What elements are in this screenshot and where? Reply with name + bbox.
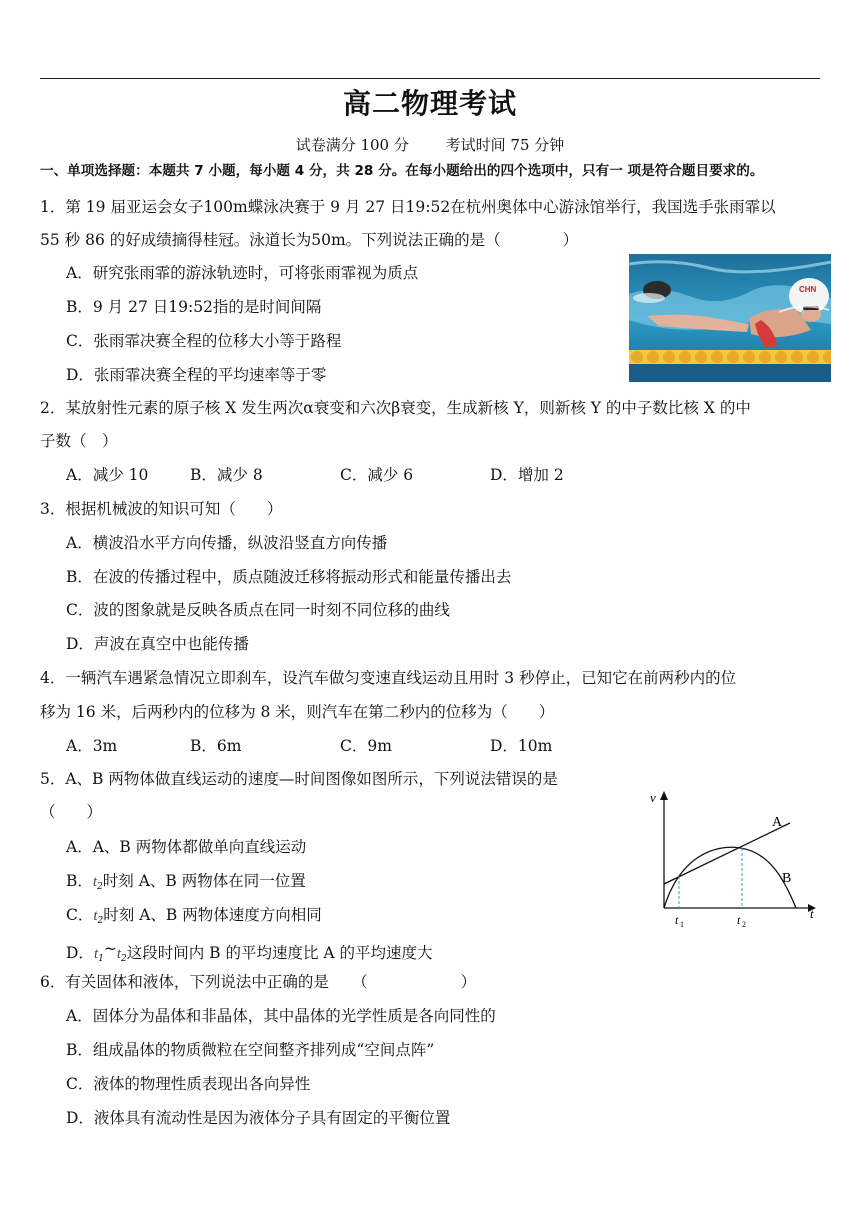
label-a: A <box>772 815 783 830</box>
q6-option-c: C．液体的物理性质表现出各向异性 <box>66 1075 311 1093</box>
q6-stem: 6．有关固体和液体，下列说法中正确的是 （ ） <box>40 973 477 991</box>
q4-option-d: D．10m <box>490 737 553 755</box>
q1-stem-1: 1．第 19 届亚运会女子100m蝶泳决赛于 9 月 27 日19:52在杭州奥体中心游泳馆举行，我国选手张雨霏以 <box>40 198 776 216</box>
q5-d-t1: t <box>93 946 99 962</box>
q4-stem-1: 4．一辆汽车遇紧急情况立即刹车，设汽车做匀变速直线运动且用时 3 秒停止，已知它在前两秒内的位 <box>40 669 737 687</box>
q5-c-letter: C． <box>66 906 94 924</box>
section-heading: 一、单项选择题：本题共 7 小题，每小题 4 分，共 28 分。在每小题给出的四个选项中，只有一 项是符合题目要求的。 <box>40 163 764 179</box>
q2-stem-2: 子数（ ） <box>40 432 118 450</box>
q4-stem-2: 移为 16 米，后两秒内的位移为 8 米，则汽车在第二秒内的位移为（ ） <box>40 703 555 721</box>
q4-option-b: B．6m <box>190 737 242 755</box>
q5-c-text: 时刻 A、B 两物体速度方向相同 <box>103 906 322 924</box>
t2-label: t <box>737 913 741 927</box>
q5-b-t: t <box>92 874 98 890</box>
exam-time: 考试时间 75 分钟 <box>445 136 565 154</box>
top-rule <box>40 78 820 79</box>
q5-option-d <box>66 938 433 970</box>
q2-option-b: B．减少 8 <box>190 466 263 484</box>
q5-b-letter: B． <box>66 872 93 890</box>
t1-label: t <box>675 913 679 927</box>
t-axis-label: t <box>810 906 814 921</box>
q2-stem-1: 2．某放射性元素的原子核 X 发生两次α衰变和六次β衰变，生成新核 Y，则新核 Y 的中子数比核 X 的中 <box>40 399 751 417</box>
q5-d-t2: t <box>116 946 122 962</box>
q5-stem-1: 5．A、B 两物体做直线运动的速度—时间图像如图所示，下列说法错误的是 <box>40 770 558 788</box>
q5-b-text: 时刻 A、B 两物体在同一位置 <box>102 872 306 890</box>
q5-b-sub: 2 <box>97 882 103 892</box>
v-axis-arrow-icon <box>660 791 668 800</box>
t2-sub: 2 <box>742 920 746 929</box>
q6-option-a: A．固体分为晶体和非晶体，其中晶体的光学性质是各向同性的 <box>66 1007 496 1025</box>
q3-option-c: C．波的图象就是反映各质点在同一时刻不同位移的曲线 <box>66 601 450 619</box>
q5-d-tilde: ~ <box>103 940 117 958</box>
q2-option-d: D．增加 2 <box>490 466 564 484</box>
q3-stem: 3．根据机械波的知识可知（ ） <box>40 500 283 518</box>
q3-option-a: A．横波沿水平方向传播，纵波沿竖直方向传播 <box>66 534 388 552</box>
q3-option-b: B．在波的传播过程中，质点随波迁移将振动形式和能量传播出去 <box>66 568 512 586</box>
line-a <box>664 823 790 884</box>
q2-option-c: C．减少 6 <box>340 466 414 484</box>
q6-option-d: D．液体具有流动性是因为液体分子具有固定的平衡位置 <box>66 1109 451 1127</box>
q5-d-letter: D． <box>66 944 94 962</box>
v-axis-label: v <box>650 790 656 805</box>
q1-option-a: A．研究张雨霏的游泳轨迹时，可将张雨霏视为质点 <box>66 264 419 282</box>
exam-meta <box>0 134 860 155</box>
q5-c-sub: 2 <box>97 916 104 926</box>
q4-option-a: A．3m <box>66 737 118 755</box>
q3-option-d: D．声波在真空中也能传播 <box>66 635 249 653</box>
cap-text: CHN <box>799 285 817 294</box>
q5-d-text: 这段时间内 B 的平均速度比 A 的平均速度大 <box>126 944 433 962</box>
q1-option-d: D．张雨霏决赛全程的平均速率等于零 <box>66 366 327 384</box>
swimmer-photo <box>629 254 831 382</box>
full-score: 试卷满分 100 分 <box>295 136 409 154</box>
q4-option-c: C．9m <box>340 737 392 755</box>
q5-d-sub2: 2 <box>121 954 127 964</box>
label-b: B <box>782 871 792 886</box>
q5-option-b <box>66 870 306 898</box>
q5-option-a: A．A、B 两物体都做单向直线运动 <box>66 838 307 856</box>
vt-graph <box>640 786 820 936</box>
q1-option-c: C．张雨霏决赛全程的位移大小等于路程 <box>66 332 342 350</box>
t1-sub: 1 <box>680 920 684 929</box>
q1-option-b: B．9 月 27 日19:52指的是时间间隔 <box>66 298 322 316</box>
q5-option-c <box>66 904 322 932</box>
q5-d-sub1: 1 <box>98 954 104 964</box>
q6-option-b: B．组成晶体的物质微粒在空间整齐排列成“空间点阵” <box>66 1041 435 1059</box>
curve-b <box>664 847 796 908</box>
q2-option-a: A．减少 10 <box>66 466 149 484</box>
q1-stem-2: 55 秒 86 的好成绩摘得桂冠。泳道长为50m。下列说法正确的是（ ） <box>40 231 579 249</box>
q5-c-t: t <box>93 908 98 924</box>
page-title: 高二物理考试 <box>342 87 517 120</box>
q5-stem-2: （ ） <box>40 803 103 821</box>
